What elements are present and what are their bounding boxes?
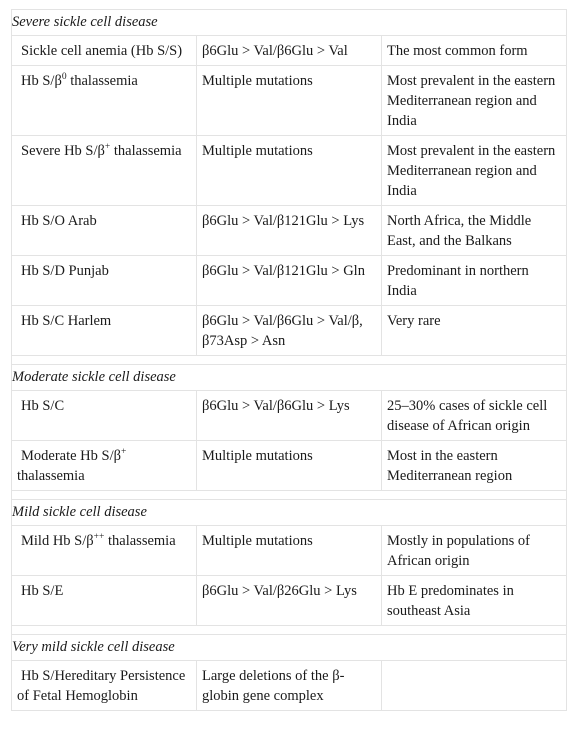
genotype-suffix: thalassemia (66, 73, 138, 89)
notes-cell: Hb E predominates in southeast Asia (382, 576, 567, 626)
genotype-cell (12, 391, 197, 441)
notes-cell: Most prevalent in the eastern Mediterranean region and India (382, 66, 567, 136)
genotype-prefix: Hb S/β (21, 73, 62, 89)
section-title: Severe sickle cell disease (12, 10, 567, 36)
section-title: Moderate sickle cell disease (12, 365, 567, 391)
spacer-row (12, 491, 567, 500)
genotype-text: Hb S/Hereditary Persistence of Fetal Hemoglobin (17, 668, 186, 704)
genotype-text: Hb S/E (21, 583, 64, 599)
table-row (12, 576, 567, 626)
genotype-text (17, 448, 126, 484)
genotype-text: Hb S/C Harlem (21, 313, 112, 329)
mutation-cell: Large deletions of the β-globin gene complex (197, 661, 382, 711)
table-row (12, 306, 567, 356)
genotype-superscript: 0 (61, 72, 67, 82)
notes-cell: North Africa, the Middle East, and the Balkans (382, 206, 567, 256)
genotype-cell (12, 306, 197, 356)
genotype-suffix: thalassemia (17, 468, 85, 484)
notes-cell: 25–30% cases of sickle cell disease of African origin (382, 391, 567, 441)
genotype-superscript: ++ (93, 532, 105, 542)
notes-cell: Mostly in populations of African origin (382, 526, 567, 576)
genotype-prefix: Severe Hb S/β (21, 143, 105, 159)
table-row (12, 441, 567, 491)
notes-cell: The most common form (382, 36, 567, 66)
notes-cell (382, 661, 567, 711)
notes-cell: Most in the eastern Mediterranean region (382, 441, 567, 491)
mutation-cell: β6Glu > Val/β26Glu > Lys (197, 576, 382, 626)
genotype-cell (12, 441, 197, 491)
section-row (12, 10, 567, 36)
table-row (12, 526, 567, 576)
notes-cell: Most prevalent in the eastern Mediterranean region and India (382, 136, 567, 206)
table-row (12, 36, 567, 66)
spacer-cell (12, 626, 567, 635)
mutation-cell: β6Glu > Val/β121Glu > Gln (197, 256, 382, 306)
genotype-prefix: Mild Hb S/β (21, 533, 94, 549)
table-row (12, 66, 567, 136)
mutation-cell: Multiple mutations (197, 66, 382, 136)
genotype-cell (12, 256, 197, 306)
genotype-text (17, 533, 176, 549)
mutation-cell: Multiple mutations (197, 136, 382, 206)
table-row (12, 256, 567, 306)
mutation-cell: β6Glu > Val/β6Glu > Val (197, 36, 382, 66)
genotype-text: Hb S/D Punjab (21, 263, 109, 279)
genotype-cell (12, 526, 197, 576)
table-row (12, 206, 567, 256)
genotype-text: Hb S/O Arab (21, 213, 97, 229)
spacer-row (12, 356, 567, 365)
notes-cell: Predominant in northern India (382, 256, 567, 306)
section-row (12, 635, 567, 661)
mutation-cell: β6Glu > Val/β6Glu > Lys (197, 391, 382, 441)
genotype-superscript: + (104, 142, 111, 152)
genotype-superscript: + (121, 447, 127, 457)
genotype-cell (12, 661, 197, 711)
section-row (12, 500, 567, 526)
genotype-cell (12, 36, 197, 66)
table-row (12, 136, 567, 206)
spacer-row (12, 626, 567, 635)
mutation-cell: Multiple mutations (197, 441, 382, 491)
genotype-suffix: thalassemia (104, 533, 176, 549)
notes-cell: Very rare (382, 306, 567, 356)
genotype-suffix: thalassemia (110, 143, 182, 159)
genotype-cell (12, 576, 197, 626)
spacer-cell (12, 356, 567, 365)
genotype-cell (12, 66, 197, 136)
sickle-cell-genotypes-table (11, 9, 567, 711)
genotype-cell (12, 206, 197, 256)
spacer-cell (12, 491, 567, 500)
section-row (12, 365, 567, 391)
genotype-prefix: Moderate Hb S/β (21, 448, 121, 464)
genotype-text (17, 143, 182, 159)
section-title: Mild sickle cell disease (12, 500, 567, 526)
section-title: Very mild sickle cell disease (12, 635, 567, 661)
mutation-cell: β6Glu > Val/β121Glu > Lys (197, 206, 382, 256)
genotype-text: Sickle cell anemia (Hb S/S) (21, 43, 183, 59)
table-row (12, 391, 567, 441)
mutation-cell: β6Glu > Val/β6Glu > Val/β, β73Asp > Asn (197, 306, 382, 356)
table-row (12, 661, 567, 711)
genotype-text: Hb S/C (21, 398, 65, 414)
genotype-cell (12, 136, 197, 206)
genotype-text (17, 73, 138, 89)
mutation-cell: Multiple mutations (197, 526, 382, 576)
